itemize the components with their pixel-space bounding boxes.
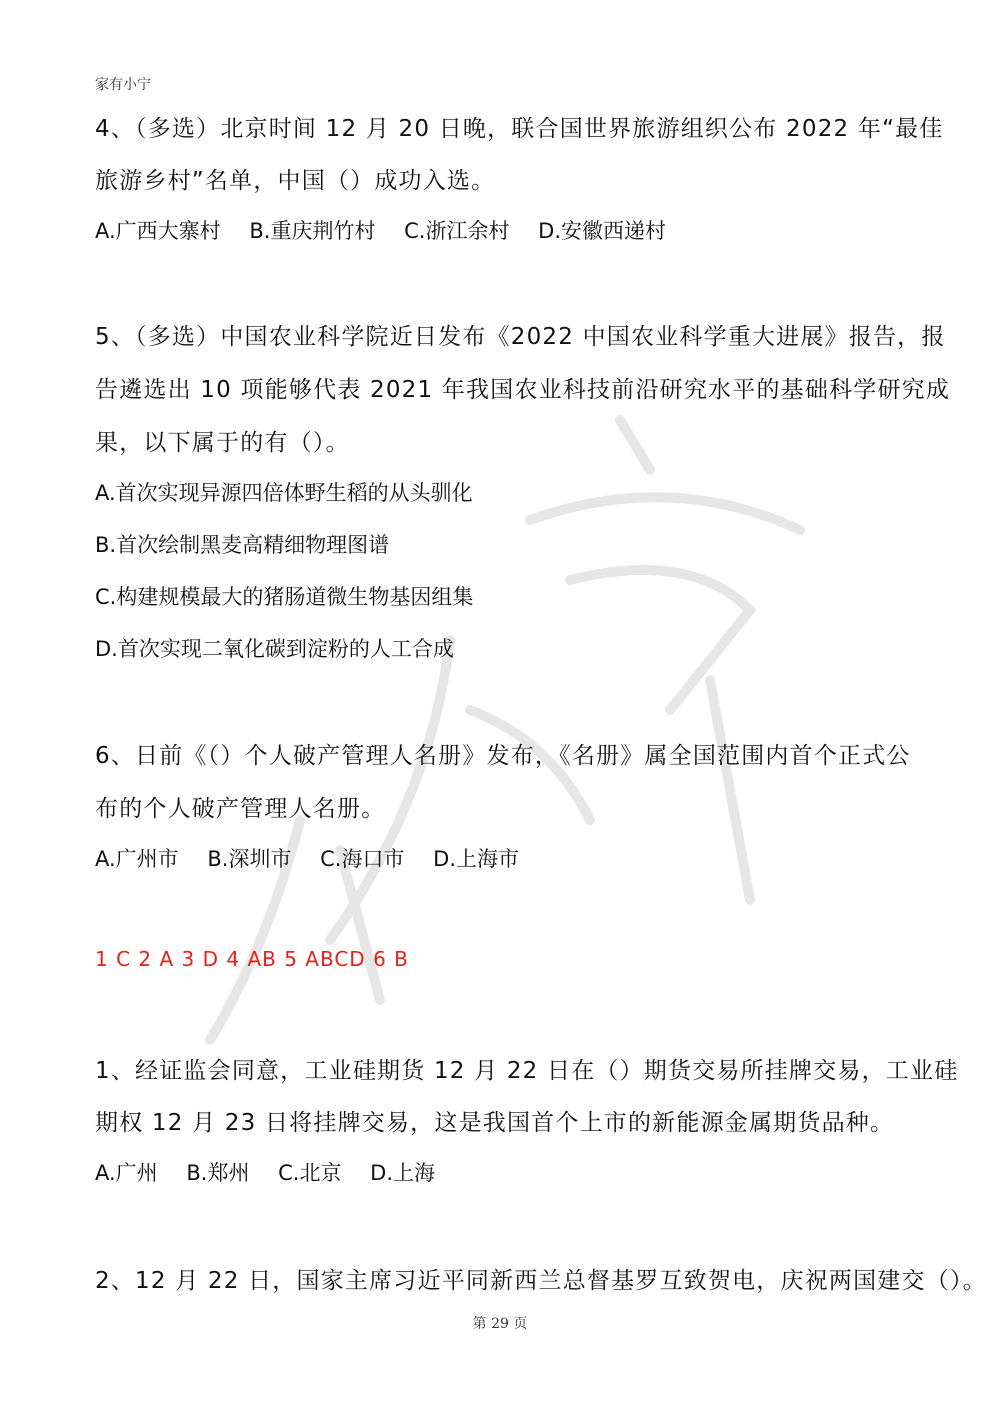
page-number: 第 29 页 — [472, 1316, 528, 1332]
q5-line-1: 5、（多选）中国农业科学院近日发布《2022 中国农业科学重大进展》报告，报 — [95, 324, 946, 350]
option-d: D.上海市 — [433, 847, 520, 871]
q1-line-2: 期权 12 月 23 日将挂牌交易，这是我国首个上市的新能源金属期货品种。 — [95, 1110, 895, 1136]
q5-option-d: D.首次实现二氧化碳到淀粉的人工合成 — [95, 637, 454, 661]
q4-line-2: 旅游乡村”名单，中国（）成功入选。 — [95, 168, 496, 194]
page-header: 家有小宁 — [95, 77, 151, 93]
q6-line-1: 6、日前《（）个人破产管理人名册》发布，《名册》属全国范围内首个正式公 — [95, 743, 911, 769]
option-b: B.深圳市 — [207, 847, 292, 871]
q5-option-b: B.首次绘制黑麦高精细物理图谱 — [95, 533, 390, 557]
option-d: D.安徽西递村 — [538, 219, 667, 243]
q5-line-3: 果，以下属于的有（）。 — [95, 430, 350, 456]
option-c: C.浙江余村 — [404, 219, 510, 243]
q6-options — [95, 843, 541, 873]
q4-line-1: 4、（多选）北京时间 12 月 20 日晚，联合国世界旅游组织公布 2022 年“最佳 — [95, 116, 944, 142]
option-d: D.上海 — [370, 1161, 436, 1185]
option-a: A.广州 — [95, 1161, 158, 1185]
option-a: A.广西大寨村 — [95, 219, 221, 243]
q5-option-a: A.首次实现异源四倍体野生稻的从头驯化 — [95, 481, 473, 505]
option-b: B.郑州 — [186, 1161, 250, 1185]
option-c: C.海口市 — [320, 847, 405, 871]
q2-line-1: 2、12 月 22 日，国家主席习近平同新西兰总督基罗互致贺电，庆祝两国建交（）。 — [95, 1268, 987, 1294]
q5-option-c: C.构建规模最大的猪肠道微生物基因组集 — [95, 585, 474, 609]
q1-line-1: 1、经证监会同意，工业硅期货 12 月 22 日在（）期货交易所挂牌交易，工业硅 — [95, 1058, 959, 1084]
q4-options — [95, 215, 688, 245]
q5-line-2: 告遴选出 10 项能够代表 2021 年我国农业科技前沿研究水平的基础科学研究成 — [95, 377, 951, 403]
answer-key: 1 C 2 A 3 D 4 AB 5 ABCD 6 B — [95, 947, 409, 971]
option-a: A.广州市 — [95, 847, 179, 871]
option-c: C.北京 — [278, 1161, 342, 1185]
q1-options — [95, 1157, 457, 1187]
q6-line-2: 布的个人破产管理人名册。 — [95, 796, 386, 822]
option-b: B.重庆荆竹村 — [249, 219, 376, 243]
